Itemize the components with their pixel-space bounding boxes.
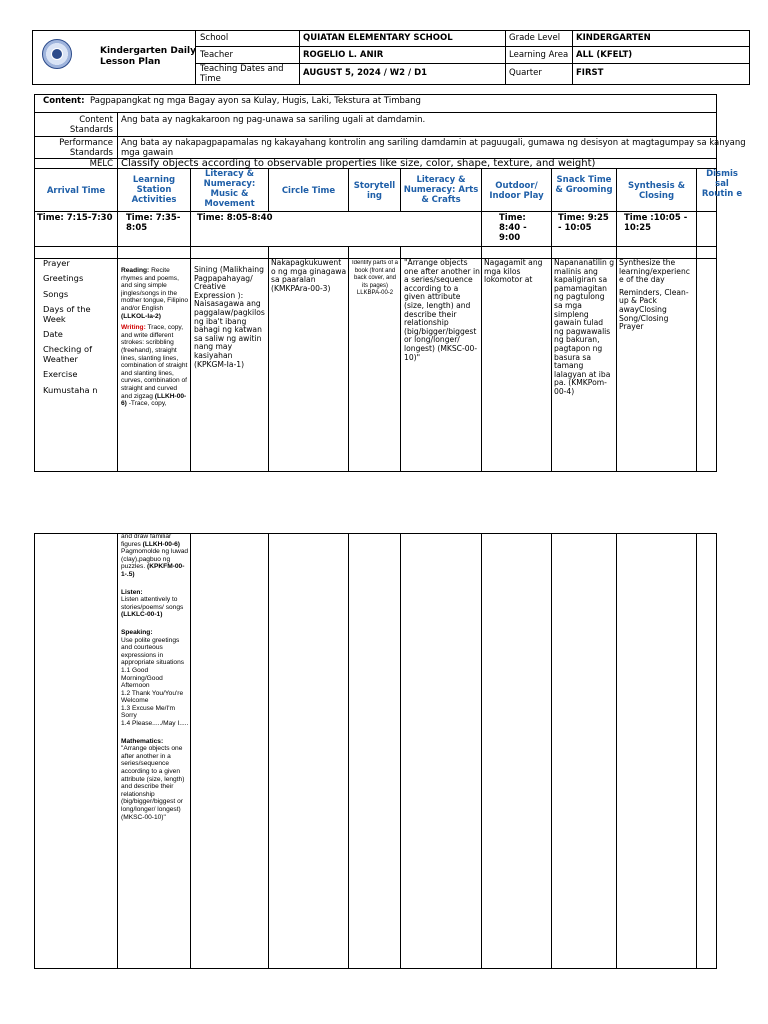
content-standards-label-2: Standards <box>69 125 113 135</box>
reading-label: Reading: <box>121 267 150 274</box>
learning-area-value: ALL (KFELT) <box>576 50 633 60</box>
melc-label: MELC <box>89 159 113 169</box>
reading-text: Recite rhymes and poems, and sing simple jingles/songs in the mother tongue, Filipino and/or English <box>121 267 189 312</box>
teaching-dates-label-2: Time <box>200 74 221 84</box>
outdoor-play-cell: Nagagamit ang mga kilos lokomotor at <box>484 259 543 285</box>
quarter-value: FIRST <box>576 68 604 78</box>
grade-level-value: KINDERGARTEN <box>576 33 651 43</box>
col-header-storytelling: Storytell ing <box>353 181 396 201</box>
listen-text: Listen attentively to stories/poems/ songs <box>121 596 184 611</box>
learning-station-cell <box>121 267 189 471</box>
continued-code: (LLKH-00-6) <box>142 540 181 548</box>
learning-station-cell-continued <box>121 533 189 967</box>
col-header-arrival: Arrival Time <box>46 186 106 196</box>
doc-title-line2: Lesson Plan <box>100 57 161 67</box>
arrival-item: Date <box>43 329 63 340</box>
content-standards-value: Ang bata ay nagkakaroon ng pag-unawa sa sariling ugali at damdamin. <box>121 115 426 125</box>
performance-standards-label: Performance <box>59 138 113 148</box>
content-label: Content: <box>43 96 85 106</box>
math-text: "Arrange objects one after another in a series/sequence according to a given attribute (size, length) and describe their relationship (big/bigger/biggest or long/longer/ longest) (MKSC-00-10)" <box>121 745 185 821</box>
continued-text: and draw familiar figures <box>121 533 172 548</box>
quarter-label: Quarter <box>509 68 542 78</box>
arrival-item: Days of the Week <box>43 304 91 324</box>
time-learning-station: Time: 7:35- 8:05 <box>126 213 181 233</box>
writing-tail: -Trace, copy, <box>128 400 167 408</box>
school-value: QUIATAN ELEMENTARY SCHOOL <box>303 33 453 43</box>
speaking-text: Use polite greetings and courteous expressions in appropriate situations <box>121 636 185 667</box>
storytelling-cell: Identify parts of a book (front and back cover, and its pages) LLKBPA-00-2 <box>351 260 399 297</box>
arrival-item: Exercise <box>43 369 78 380</box>
speaking-item: 1.1 Good Morning/Good Afternoon <box>121 666 163 690</box>
col-header-learning-station: Learning Station Activities <box>131 175 177 205</box>
reading-code: (LLKOL-Ia-2) <box>121 312 161 320</box>
col-header-synthesis: Synthesis & Closing <box>628 181 685 201</box>
time-synthesis: Time :10:05 - 10:25 <box>624 213 688 233</box>
arrival-item: Prayer <box>43 259 70 268</box>
content-value: Pagpapangkat ng mga Bagay ayon sa Kulay, Hugis, Laki, Tekstura at Timbang <box>90 96 421 106</box>
snack-time-cell: Napananatilin g malinis ang kapaligiran sa pamamagitan ng pagtulong sa mga simpleng gawain tulad ng pagwawalis ng bakuran, pagtapon ng basura sa tamang lalagyan at iba pa. (KMKPom-00-4) <box>554 259 615 396</box>
teaching-dates-label: Teaching Dates and <box>200 64 284 74</box>
col-header-music-movement: Literacy & Numeracy: Music & Movement <box>203 169 256 209</box>
performance-standards-value-2: mga gawain <box>121 148 174 158</box>
writing-text: Trace, copy, and write different strokes: scribbling (freehand), straight lines, slanting lines, combination of straight and slanting lines, curves, combination of straight and curved and zigzag <box>121 324 188 400</box>
speaking-item: 1.2 Thank You/You're Welcome <box>121 689 184 705</box>
arrival-item: Kumustaha n <box>43 384 98 395</box>
writing-label: Writing: <box>121 324 146 332</box>
deped-seal-icon <box>42 39 72 69</box>
arrival-item: Greetings <box>43 273 84 284</box>
speaking-item: 1.3 Excuse Me/I'm Sorry <box>121 704 176 720</box>
teacher-label: Teacher <box>200 50 233 60</box>
continued-code-2: (KPKFM-00-1-.5) <box>121 563 185 578</box>
col-header-arts-crafts: Literacy & Numeracy: Arts & Crafts <box>403 175 479 205</box>
doc-title-line1: Kindergarten Daily <box>100 46 196 56</box>
arts-crafts-cell: "Arrange objects one after another in a series/sequence according to a given attribute (size, length) and describe their relationship (big/bigger/biggest or long/longer/ longest) (MKSC-00-10)" <box>404 259 480 362</box>
arrival-list <box>43 259 115 469</box>
writing-code: (LLKH-00-6) <box>121 392 187 408</box>
speaking-label: Speaking: <box>121 628 153 636</box>
time-snack: Time: 9:25 - 10:05 <box>558 213 609 233</box>
listen-label: Listen: <box>121 588 143 596</box>
col-header-snack-time: Snack Time & Grooming <box>555 175 613 195</box>
synthesis-text-2: Reminders, Clean-up & Pack awayClosing Song/Closing Prayer <box>619 287 689 332</box>
synthesis-cell <box>619 259 695 332</box>
teacher-value: ROGELIO L. ANIR <box>303 50 384 60</box>
col-header-dismissal: Dismis sal Routin e <box>701 169 743 199</box>
music-movement-cell: Sining (Malikhaing Pagpapahayag/ Creative Expression ): Naisasagawa ang paggalaw/pagkilos ng iba't ibang bahagi ng katwan sa saliw ng awitin nang may kasiyahan (KPKGM-Ia-1) <box>194 266 265 369</box>
circle-time-cell: Nakapagkukuwent o ng mga ginagawa sa paaralan (KMKPAra-00-3) <box>271 259 347 293</box>
listen-code: (LLKLC-00-1) <box>121 611 163 619</box>
synthesis-text-1: Synthesize the learning/experienc e of the day <box>619 259 690 285</box>
arrival-item: Songs <box>43 288 69 299</box>
math-label: Mathematics: <box>121 737 164 745</box>
performance-standards-label-2: Standards <box>69 148 113 158</box>
performance-standards-value: Ang bata ay nakapagpapamalas ng kakayahang kontrolin ang sariling damdamin at paguugali, gumawa ng desisyon at magtagumpay sa kanyang <box>121 138 746 148</box>
school-label: School <box>200 33 229 43</box>
arrival-item: Checking of Weather <box>43 344 92 364</box>
time-outdoor: Time: 8:40 - 9:00 <box>499 213 527 243</box>
speaking-item: 1.4 Please...../May I..... <box>121 720 189 728</box>
learning-area-label: Learning Area <box>509 50 569 60</box>
col-header-circle-time: Circle Time <box>281 186 336 196</box>
time-arrival: Time: 7:15-7:30 <box>37 213 113 223</box>
content-standards-label: Content <box>79 115 113 125</box>
teaching-dates-value: AUGUST 5, 2024 / W2 / D1 <box>303 68 428 78</box>
grade-level-label: Grade Level <box>509 33 561 43</box>
continued-text-2: Pagmomolde ng luwad (clay),pagbuo ng puzzles. <box>121 548 189 571</box>
time-block: Time: 8:05-8:40 <box>197 213 273 223</box>
melc-value: Classify objects according to observable properties like size, color, shape, texture, and weight) <box>121 158 596 169</box>
col-header-outdoor-play: Outdoor/ Indoor Play <box>489 181 544 201</box>
